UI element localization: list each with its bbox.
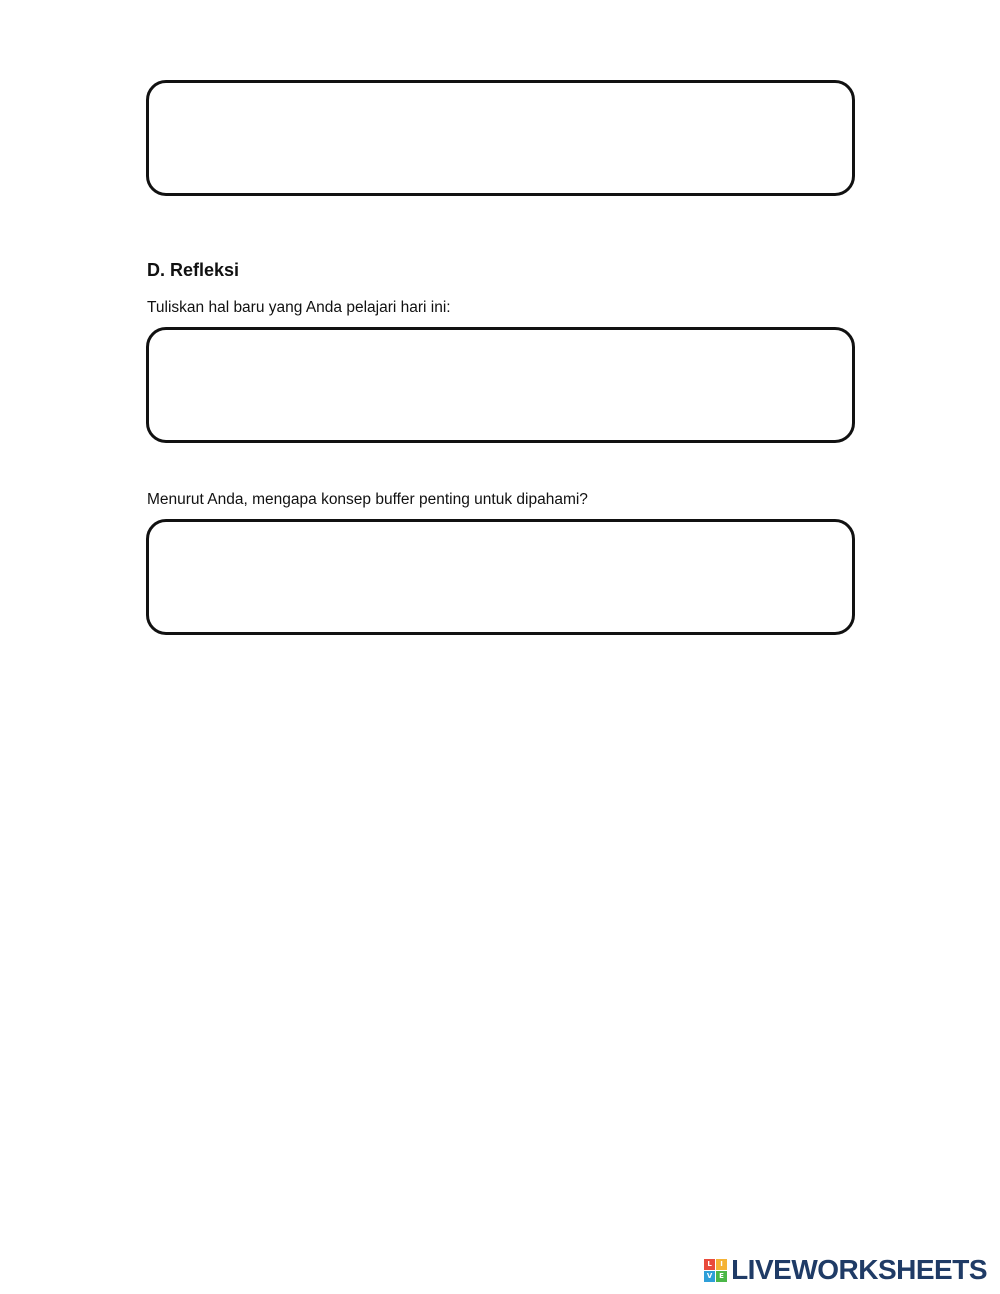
section-heading: D. Refleksi bbox=[147, 260, 240, 280]
answer-box-1[interactable] bbox=[146, 327, 855, 443]
liveworksheets-logo-icon bbox=[704, 1259, 727, 1282]
logo-tile-v: V bbox=[704, 1271, 715, 1282]
question-prompt-2: Menurut Anda, mengapa konsep buffer penting untuk dipahami? bbox=[147, 491, 588, 508]
answer-box-previous[interactable] bbox=[146, 80, 855, 196]
question-prompt-1: Tuliskan hal baru yang Anda pelajari hari ini: bbox=[147, 299, 451, 316]
logo-tile-l: L bbox=[704, 1259, 715, 1270]
logo-tile-i: I bbox=[716, 1259, 727, 1270]
liveworksheets-brand bbox=[704, 1255, 987, 1285]
answer-box-2[interactable] bbox=[146, 519, 855, 635]
logo-tile-e: E bbox=[716, 1271, 727, 1282]
brand-name: LIVEWORKSHEETS bbox=[731, 1254, 987, 1285]
